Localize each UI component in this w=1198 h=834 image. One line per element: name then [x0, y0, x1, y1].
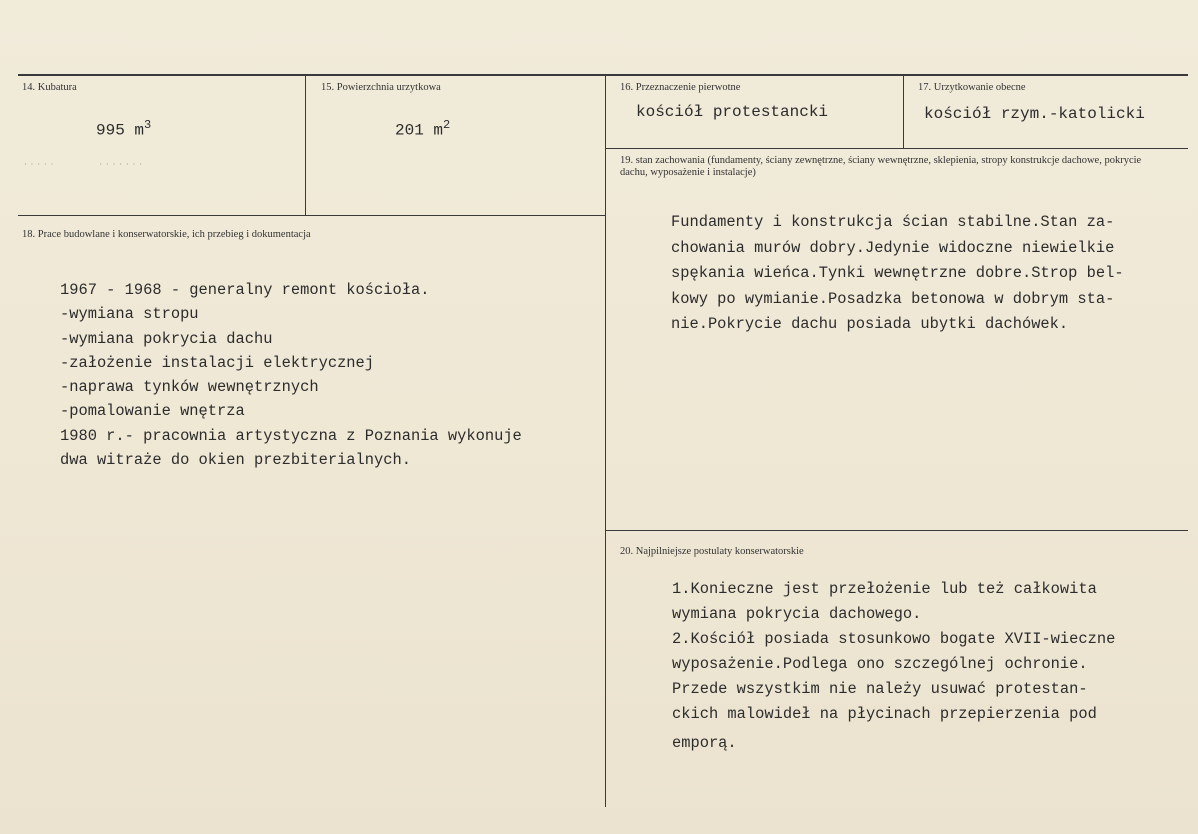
stan-line: kowy po wymianie.Posadzka betonowa w dobrym sta- — [671, 289, 1115, 308]
rule-under-16-17 — [606, 148, 1188, 149]
divider-14-15 — [305, 75, 306, 215]
prace-label: 18. Prace budowlane i konserwatorskie, ich przebieg i dokumentacja — [22, 229, 311, 240]
stan-line: spękania wieńca.Tynki wewnętrzne dobre.Strop bel- — [671, 264, 1124, 282]
powierzchnia-value: 201 $m^2$ — [395, 118, 451, 140]
divider-16-17 — [903, 75, 904, 148]
postulaty-line: wymiana pokrycia dachowego. — [672, 605, 922, 623]
prace-line: dwa witraże do okien prezbiterialnych. — [60, 451, 411, 470]
rule-above-20 — [606, 530, 1188, 531]
prace-line: -pomalowanie wnętrza — [60, 402, 245, 421]
postulaty-line: wyposażenie.Podlega ono szczególnej ochronie. — [672, 655, 1088, 673]
prace-line: -założenie instalacji elektrycznej — [60, 353, 375, 372]
stan-line: nie.Pokrycie dachu posiada ubytki dachówek. — [671, 315, 1069, 333]
postulaty-line: 2.Kościół posiada stosunkowo bogate XVII-wieczne — [672, 630, 1116, 648]
postulaty-line: 1.Konieczne jest przełożenie lub też całkowita — [672, 580, 1097, 598]
top-rule — [18, 74, 1188, 76]
prace-text — [60, 278, 522, 472]
kubatura-value: 995 $m^3$ — [96, 118, 152, 140]
postulaty-label: 20. Najpilniejsze postulaty konserwatorskie — [620, 546, 804, 557]
prace-line: 1967 - 1968 - generalny remont kościoła. — [60, 281, 430, 299]
uzytkowanie-label: 17. Urzytkowanie obecne — [918, 82, 1026, 93]
prace-line: 1980 r.- pracownia artystyczna z Poznania wykonuje — [60, 426, 522, 445]
powierzchnia-label: 15. Powierzchnia urzytkowa — [321, 82, 441, 93]
postulaty-line: emporą. — [672, 734, 737, 752]
prace-line: -naprawa tynków wewnętrznych — [60, 378, 319, 397]
stan-line: Fundamenty i konstrukcja ścian stabilne.Stan za- — [671, 213, 1115, 231]
postulaty-line: ckich malowideł na płycinach przepierzenia pod — [672, 705, 1097, 723]
prace-line: -wymiana stropu — [60, 305, 199, 324]
postulaty-line: Przede wszystkim nie należy usuwać protestan- — [672, 680, 1088, 698]
postulaty-text — [672, 577, 1115, 756]
stan-line: chowania murów dobry.Jedynie widoczne niewielkie — [671, 238, 1115, 257]
uzytkowanie-value: kościół rzym.-katolicki — [924, 105, 1145, 123]
prace-line: -wymiana pokrycia dachu — [60, 329, 273, 348]
decorative-dots: · · · · · · · · · · · · — [24, 160, 143, 169]
stan-text — [671, 210, 1124, 338]
przeznaczenie-value: kościół protestancki — [636, 103, 829, 121]
przeznaczenie-label: 16. Przeznaczenie pierwotne — [620, 82, 741, 93]
kubatura-label: 14. Kubatura — [22, 82, 77, 93]
stan-label: 19. stan zachowania (fundamenty, ściany zewnętrzne, ściany wewnętrzne, sklepienia, stropy konstrukcje dachowe, pokrycie dachu, wyposażenie i instalacje) — [620, 155, 1142, 178]
divider-left-right — [605, 75, 606, 807]
rule-under-14-15 — [18, 215, 606, 216]
